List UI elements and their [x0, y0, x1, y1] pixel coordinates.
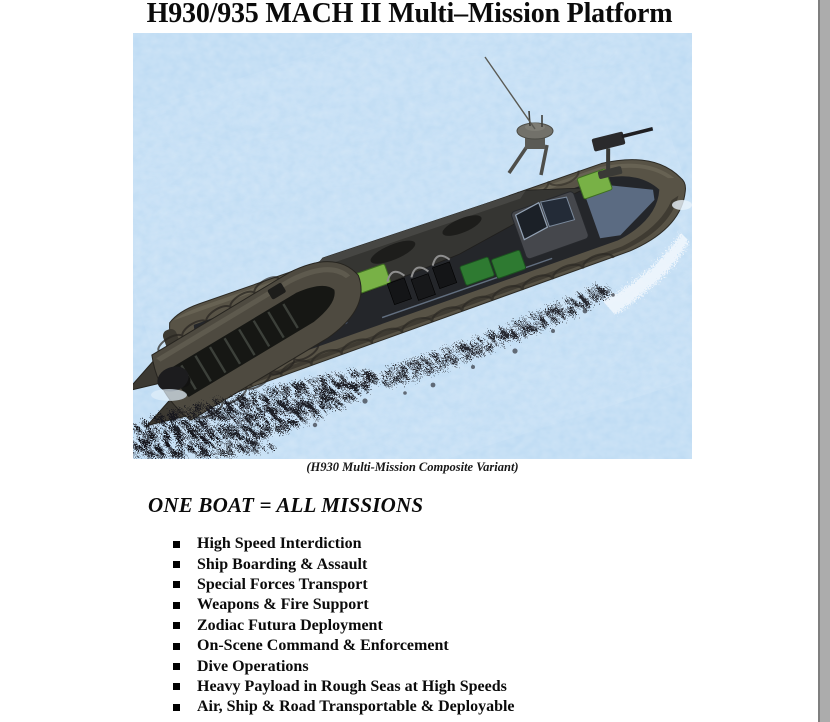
- mission-label: Heavy Payload in Rough Seas at High Speeds: [197, 677, 507, 695]
- mission-list-item: [173, 575, 515, 595]
- square-bullet-icon: [173, 663, 180, 670]
- mission-list-item: [173, 697, 515, 717]
- mission-label: High Speed Interdiction: [197, 535, 362, 553]
- scrollbar-track[interactable]: [818, 0, 830, 722]
- mission-list-item: [173, 616, 515, 636]
- boat-render-image: [133, 33, 692, 459]
- square-bullet-icon: [173, 622, 180, 629]
- mission-list-item: [173, 554, 515, 574]
- mission-label: Air, Ship & Road Transportable & Deployable: [197, 698, 515, 716]
- square-bullet-icon: [173, 683, 180, 690]
- mission-label: Special Forces Transport: [197, 575, 368, 593]
- square-bullet-icon: [173, 704, 180, 711]
- square-bullet-icon: [173, 541, 180, 548]
- mission-list-item: [173, 636, 515, 656]
- mission-label: Zodiac Futura Deployment: [197, 616, 383, 634]
- square-bullet-icon: [173, 602, 180, 609]
- mission-list-item: [173, 677, 515, 697]
- mission-list-item: [173, 534, 515, 554]
- mission-list-item: [173, 656, 515, 676]
- section-heading: ONE BOAT = ALL MISSIONS: [148, 493, 424, 517]
- page-title: H930/935 MACH II Multi–Mission Platform: [146, 0, 673, 29]
- square-bullet-icon: [173, 561, 180, 568]
- square-bullet-icon: [173, 581, 180, 588]
- mission-label: On-Scene Command & Enforcement: [197, 637, 449, 655]
- mission-label: Weapons & Fire Support: [197, 596, 369, 614]
- mission-label: Dive Operations: [197, 657, 309, 675]
- figure-caption: (H930 Multi-Mission Composite Variant): [306, 460, 519, 474]
- mission-label: Ship Boarding & Assault: [197, 555, 368, 573]
- square-bullet-icon: [173, 643, 180, 650]
- mission-list: [173, 534, 515, 718]
- mission-list-item: [173, 595, 515, 615]
